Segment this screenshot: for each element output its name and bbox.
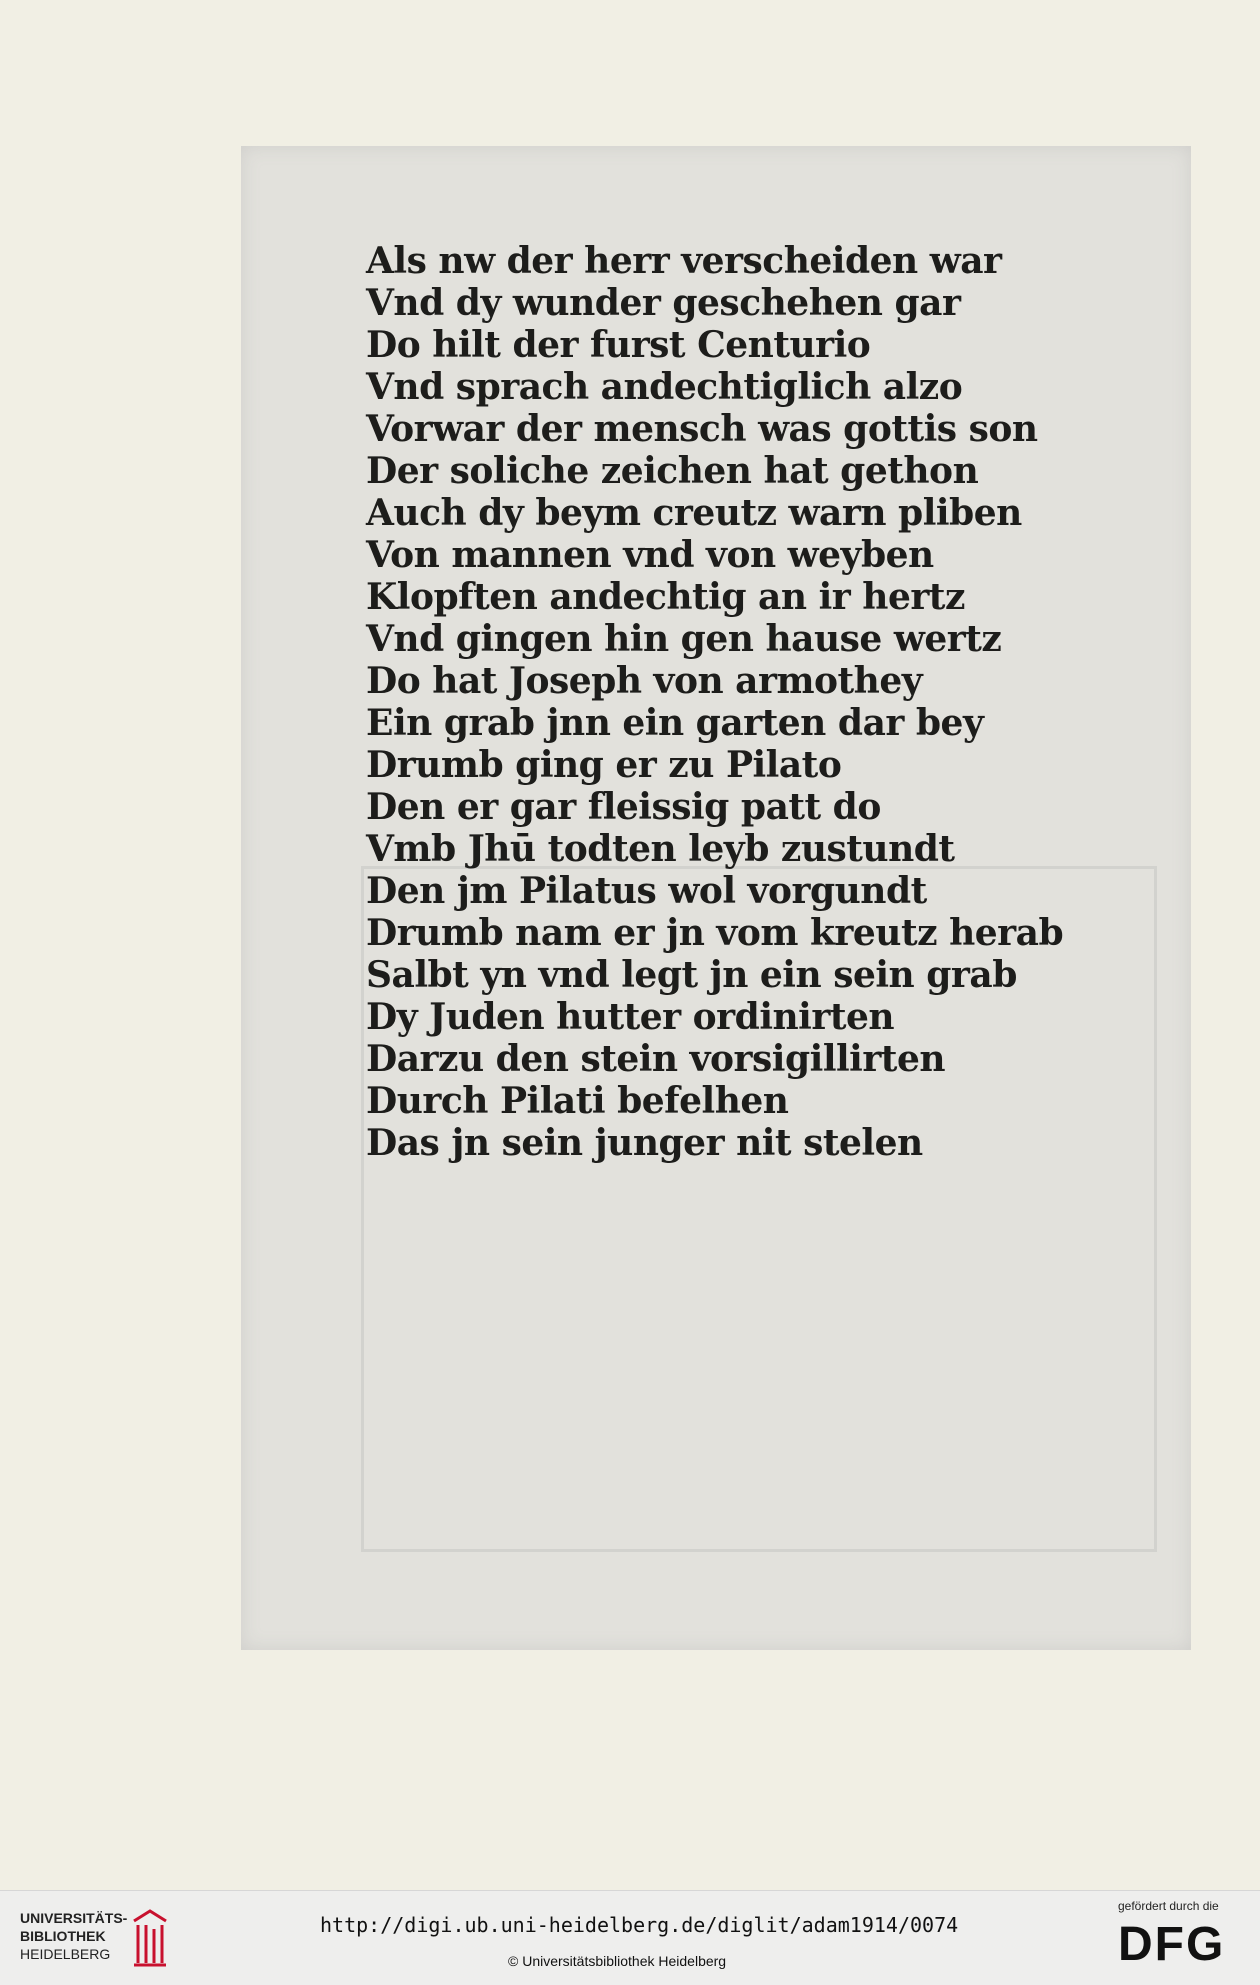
verse-line: Der soliche zeichen hat gethon: [366, 450, 979, 492]
verse-line: Vnd sprach andechtiglich alzo: [366, 366, 963, 408]
verse-line: Klopften andechtig an ir hertz: [366, 576, 965, 618]
verse-line: Do hilt der furst Centurio: [366, 324, 871, 366]
permalink-url[interactable]: http://digi.ub.uni-heidelberg.de/diglit/adam1914/0074: [320, 1913, 959, 1937]
logo-line-2: BIBLIOTHEK: [20, 1928, 106, 1944]
funder-caption: gefördert durch die: [1118, 1899, 1219, 1913]
verse-line: Dy Juden hutter ordinirten: [366, 996, 895, 1038]
verse-line: Vnd dy wunder geschehen gar: [366, 282, 961, 324]
verse-line: Drumb ging er zu Pilato: [366, 744, 842, 786]
verse-line: Den jm Pilatus wol vorgundt: [366, 870, 927, 912]
library-emblem-icon: [128, 1905, 172, 1971]
university-library-logo[interactable]: [20, 1909, 140, 1963]
verse-line: Ein grab jnn ein garten dar bey: [366, 702, 984, 744]
verse-line: Auch dy beym creutz warn pliben: [366, 492, 1022, 534]
verse-line: Das jn sein junger nit stelen: [366, 1122, 923, 1164]
verse-line: Vorwar der mensch was gottis son: [366, 408, 1038, 450]
verse-line: Von mannen vnd von weyben: [366, 534, 934, 576]
footer-bar: [0, 1890, 1260, 1985]
verse-line: Salbt yn vnd legt jn ein sein grab: [366, 954, 1017, 996]
verse-line: Vmb Jhū todten leyb zustundt: [366, 828, 955, 870]
logo-line-1: UNIVERSITÄTS-: [20, 1910, 128, 1926]
copyright-notice: © Universitätsbibliothek Heidelberg: [508, 1953, 727, 1969]
logo-line-3: HEIDELBERG: [20, 1946, 111, 1962]
verse-line: Als nw der herr verscheiden war: [366, 240, 1002, 282]
verse-line: Drumb nam er jn vom kreutz herab: [366, 912, 1064, 954]
verse-block: [366, 240, 1064, 1250]
verse-line: Vnd gingen hin gen hause wertz: [366, 618, 1002, 660]
dfg-logo[interactable]: DFG: [1118, 1918, 1226, 1971]
verse-line: Darzu den stein vorsigillirten: [366, 1038, 946, 1080]
verse-line: Den er gar fleissig patt do: [366, 786, 881, 828]
verse-line: Durch Pilati befelhen: [366, 1080, 789, 1122]
verse-line: Do hat Joseph von armothey: [366, 660, 923, 702]
